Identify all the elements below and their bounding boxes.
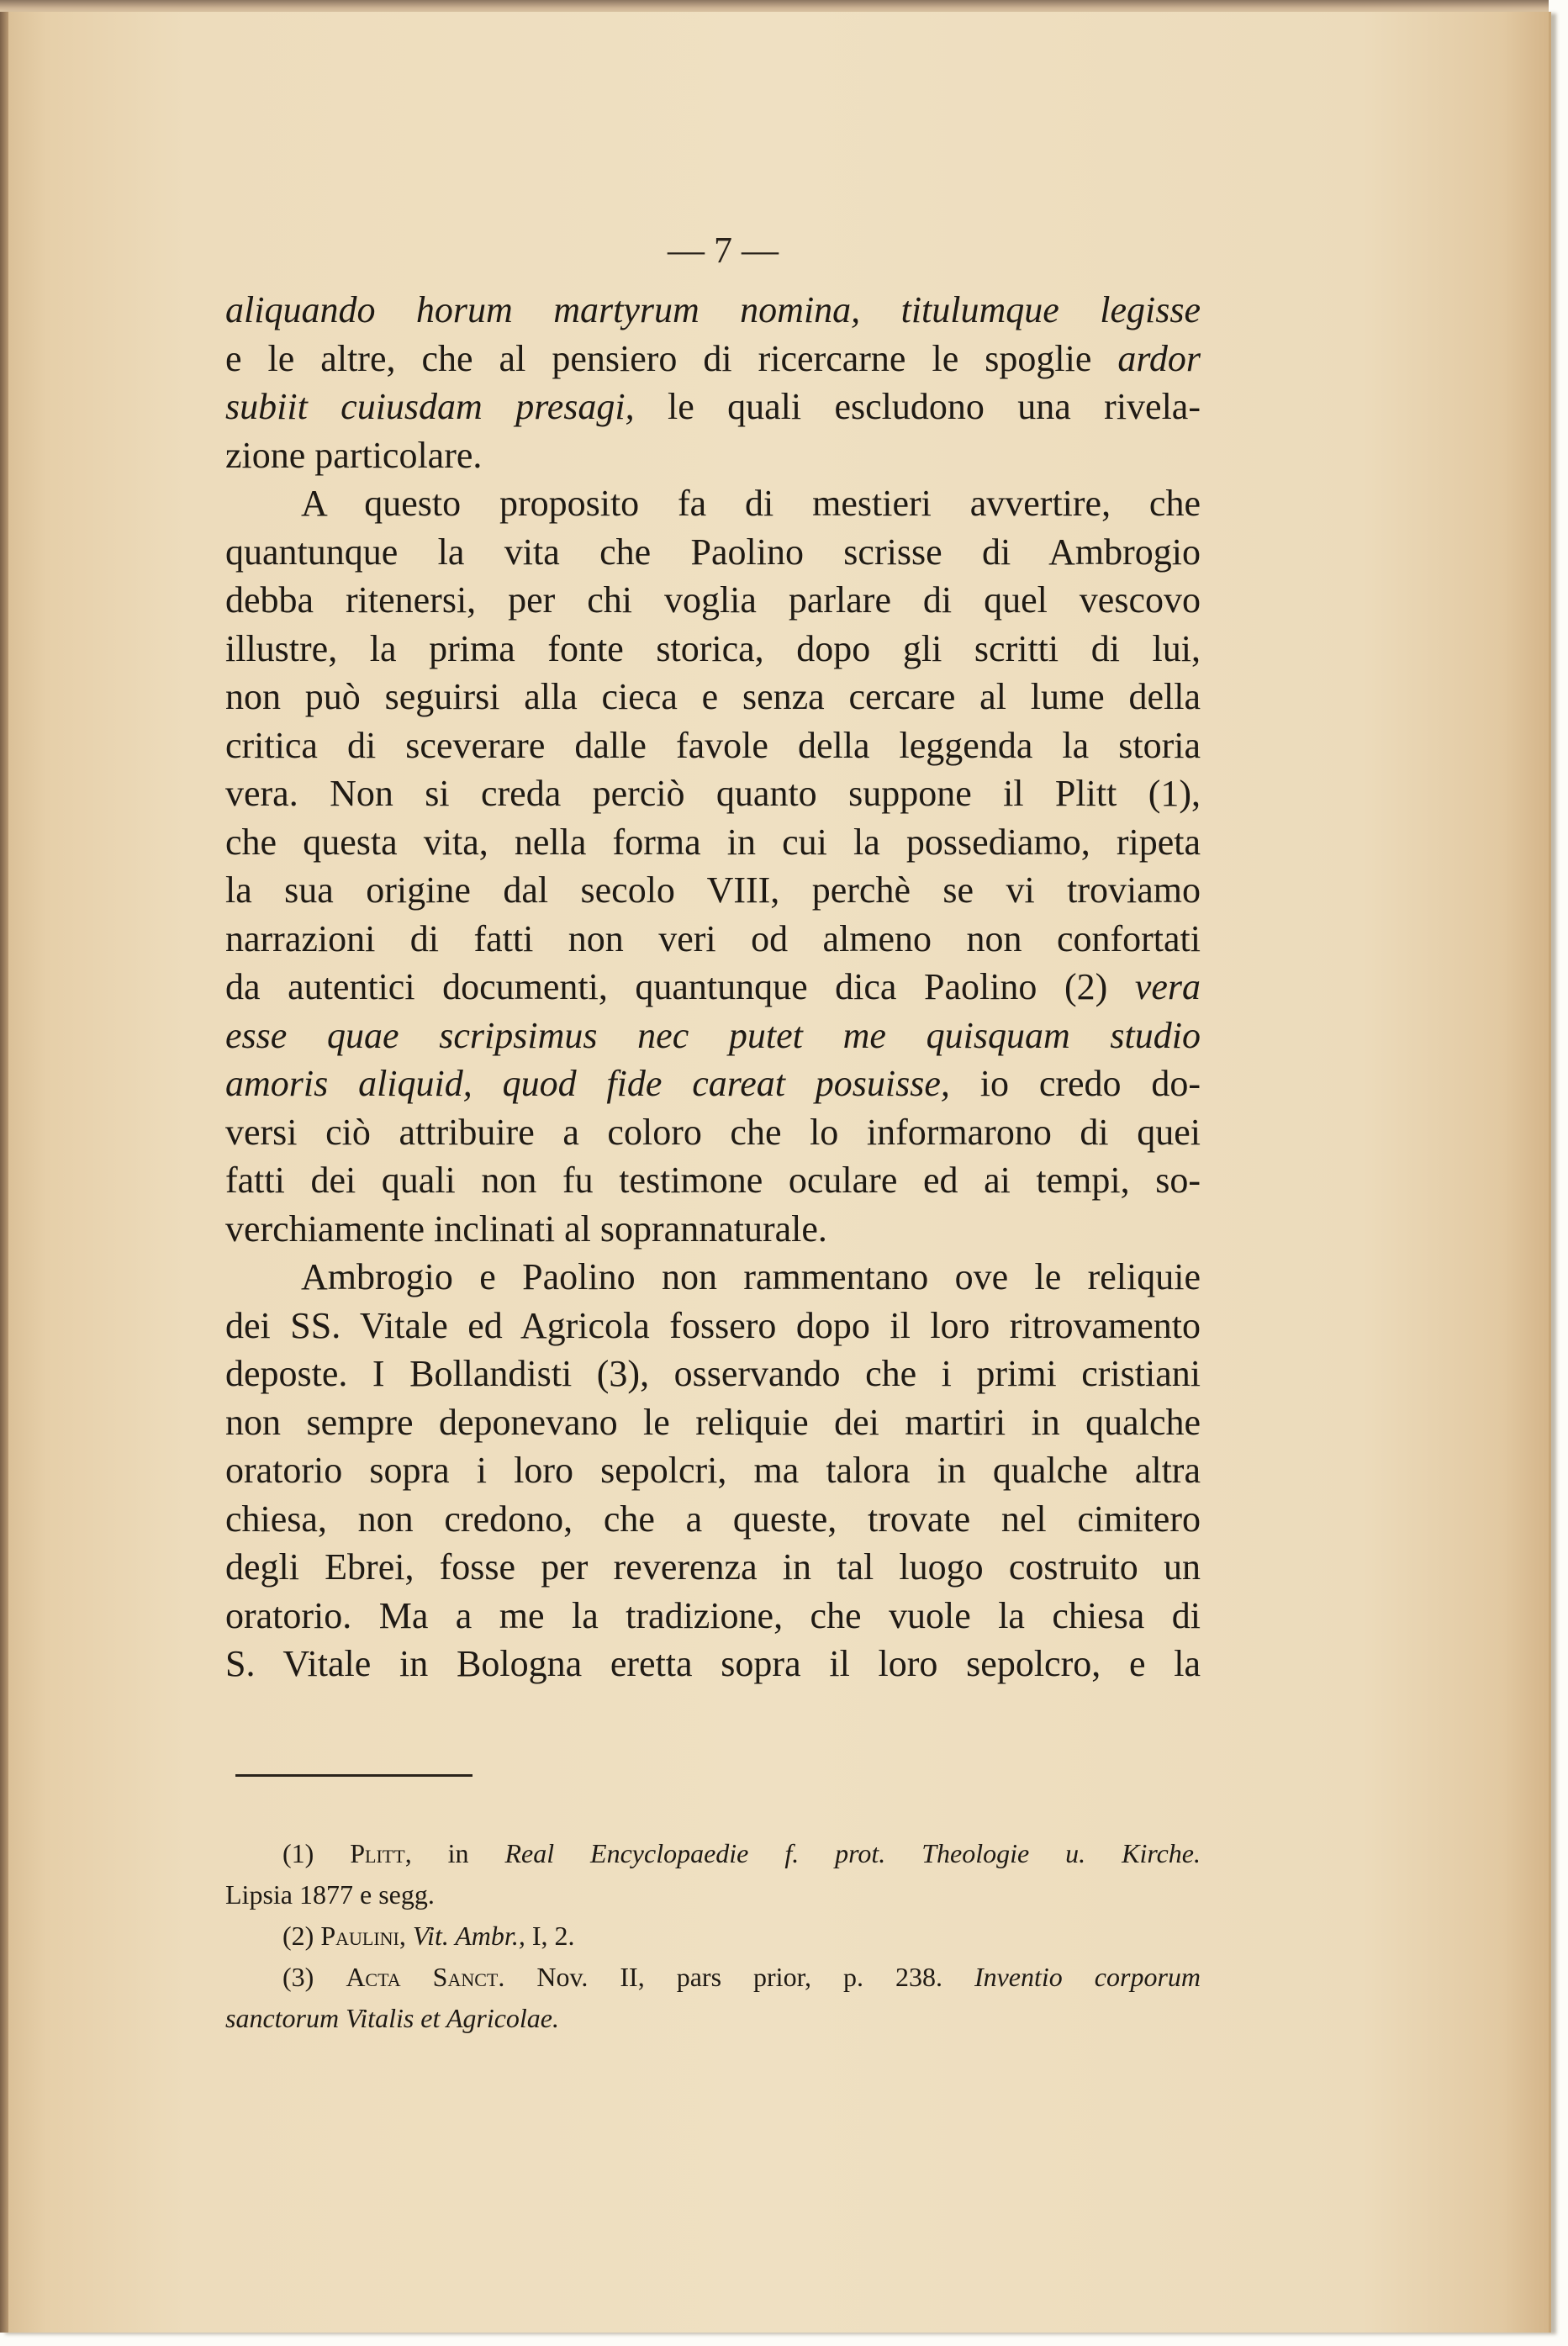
body-text bbox=[225, 286, 1201, 1688]
text-line: da autentici documenti, quantunque dica Paolino (2) vera bbox=[225, 966, 1201, 1007]
text-line: che questa vita, nella forma in cui la possediamo, ripeta bbox=[225, 821, 1201, 863]
text-line: illustre, la prima fonte storica, dopo gli scritti di lui, bbox=[225, 627, 1201, 669]
footnote-2: (2) Paulini, Vit. Ambr., I, 2. bbox=[282, 1921, 575, 1951]
footnote-3: (3) Acta Sanct. Nov. II, pars prior, p. 238. Inventio corporum bbox=[282, 1962, 1201, 1992]
text-line: narrazioni di fatti non veri od almeno non confortati bbox=[225, 917, 1201, 959]
text-line: deposte. I Bollandisti (3), osservando che i primi cristiani bbox=[225, 1353, 1201, 1394]
footnote-separator bbox=[235, 1774, 473, 1777]
text-line: vera. Non si creda perciò quanto suppone il Plitt (1), bbox=[225, 773, 1201, 814]
text-line: debba ritenersi, per chi voglia parlare di quel vescovo bbox=[225, 579, 1201, 621]
text-line: verchiamente inclinati al soprannaturale. bbox=[225, 1207, 827, 1250]
text-line: amoris aliquid, quod fide careat posuisse, io credo do- bbox=[225, 1063, 1201, 1104]
text-line: fatti dei quali non fu testimone oculare ed ai tempi, so- bbox=[225, 1160, 1201, 1201]
text-line: quantunque la vita che Paolino scrisse di Ambrogio bbox=[225, 531, 1201, 573]
text-line: versi ciò attribuire a coloro che lo informarono di quei bbox=[225, 1111, 1201, 1153]
footnote-3-continuation: sanctorum Vitalis et Agricolae. bbox=[225, 2003, 559, 2033]
text-line: chiesa, non credono, che a queste, trovate nel cimitero bbox=[225, 1498, 1201, 1540]
text-line: esse quae scripsimus nec putet me quisquam studio bbox=[225, 1014, 1201, 1056]
text-line: dei SS. Vitale ed Agricola fossero dopo il loro ritrovamento bbox=[225, 1304, 1201, 1346]
text-line: A questo proposito fa di mestieri avvertire, che bbox=[301, 483, 1201, 524]
page-left-edge bbox=[0, 12, 8, 2333]
text-line: oratorio. Ma a me la tradizione, che vuole la chiesa di bbox=[225, 1594, 1201, 1636]
text-line: subiit cuiusdam presagi, le quali escludono una rivela- bbox=[225, 386, 1201, 427]
text-line: oratorio sopra i loro sepolcri, ma talora in qualche altra bbox=[225, 1450, 1201, 1491]
text-line: la sua origine dal secolo VIII, perchè se vi troviamo bbox=[225, 869, 1201, 911]
text-line: S. Vitale in Bologna eretta sopra il loro sepolcro, e la bbox=[225, 1643, 1201, 1684]
text-line: degli Ebrei, fosse per reverenza in tal luogo costruito un bbox=[225, 1546, 1201, 1588]
text-line: aliquando horum martyrum nomina, titulumque legisse bbox=[225, 289, 1201, 330]
text-line: critica di sceverare dalle favole della leggenda la storia bbox=[225, 724, 1201, 766]
footnotes bbox=[225, 1833, 1201, 2039]
footnote-1-continuation: Lipsia 1877 e segg. bbox=[225, 1879, 435, 1910]
text-line: non sempre deponevano le reliquie dei martiri in qualche bbox=[225, 1401, 1201, 1443]
page-number: — 7 — bbox=[668, 230, 779, 271]
text-line: non può seguirsi alla cieca e senza cercare al lume della bbox=[225, 676, 1201, 717]
footnote-1: (1) Plitt, in Real Encyclopaedie f. prot. Theologie u. Kirche. bbox=[282, 1838, 1201, 1868]
text-line: e le altre, che al pensiero di ricercarne le spoglie ardor bbox=[225, 337, 1201, 379]
text-line: zione particolare. bbox=[225, 434, 483, 476]
text-line: Ambrogio e Paolino non rammentano ove le reliquie bbox=[301, 1256, 1201, 1297]
